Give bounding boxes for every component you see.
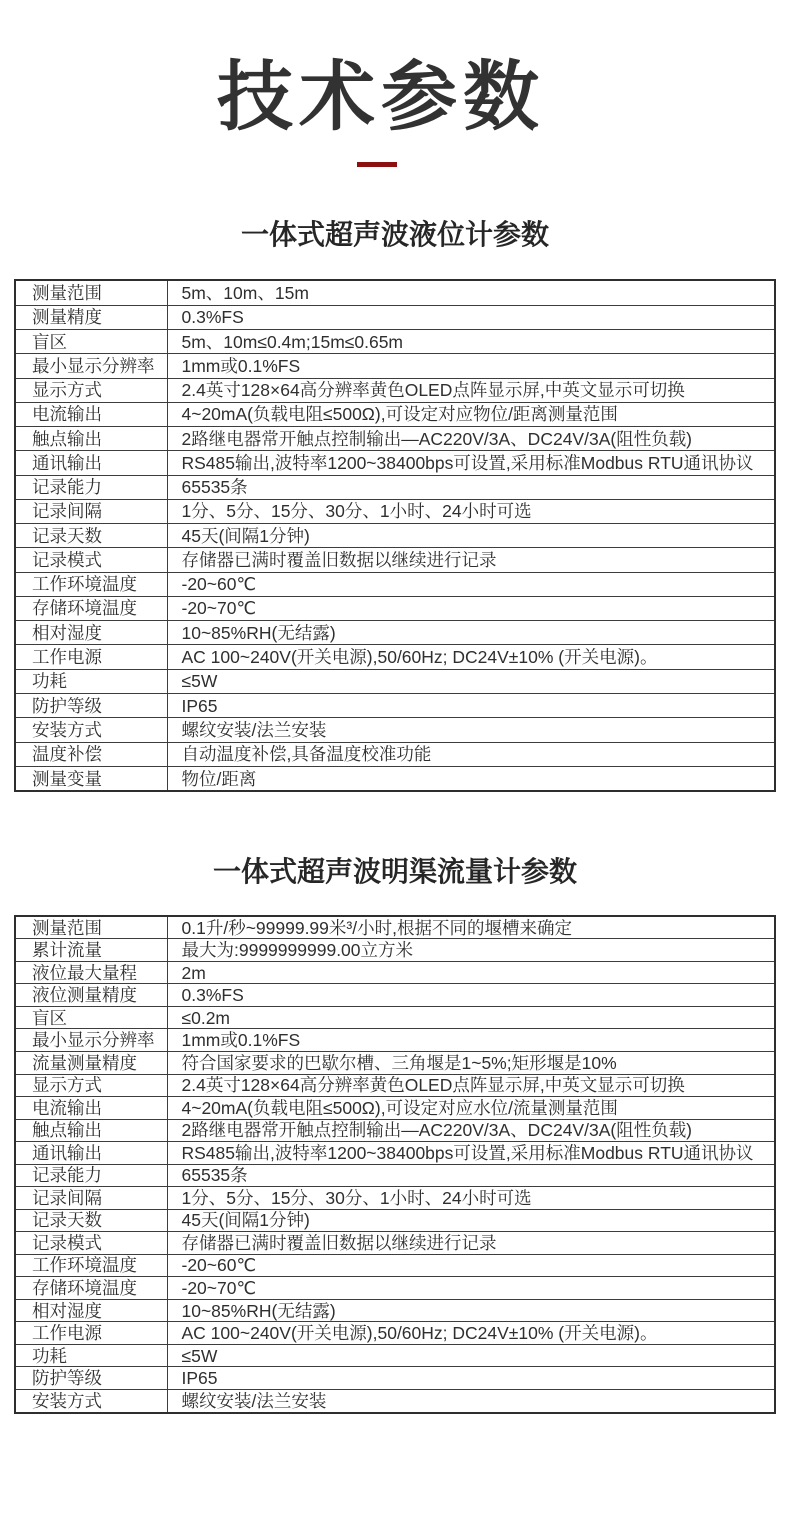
param-value: 10~85%RH(无结露) xyxy=(167,621,775,645)
table-row xyxy=(15,1142,775,1165)
table-row xyxy=(15,1322,775,1345)
table-row xyxy=(15,305,775,329)
param-label: 流量测量精度 xyxy=(15,1052,167,1075)
table-row xyxy=(15,1119,775,1142)
param-value: 65535条 xyxy=(167,1164,775,1187)
param-label: 记录模式 xyxy=(15,548,167,572)
param-label: 累计流量 xyxy=(15,939,167,962)
table-row xyxy=(15,1006,775,1029)
param-value: IP65 xyxy=(167,693,775,717)
table-row xyxy=(15,693,775,717)
param-label: 通讯输出 xyxy=(15,1142,167,1165)
table-row xyxy=(15,475,775,499)
param-label: 最小显示分辨率 xyxy=(15,354,167,378)
table-row xyxy=(15,645,775,669)
table-row xyxy=(15,1097,775,1120)
table-row xyxy=(15,378,775,402)
param-label: 显示方式 xyxy=(15,1074,167,1097)
param-label: 工作环境温度 xyxy=(15,572,167,596)
param-label: 测量精度 xyxy=(15,305,167,329)
title-accent-dash xyxy=(357,162,397,167)
section-flow-meter xyxy=(0,854,790,1413)
param-label: 电流输出 xyxy=(15,402,167,426)
table-row xyxy=(15,1187,775,1210)
param-value: IP65 xyxy=(167,1367,775,1390)
table-row xyxy=(15,402,775,426)
table-row xyxy=(15,330,775,354)
param-value: -20~60℃ xyxy=(167,1254,775,1277)
tech-specs-page xyxy=(0,55,790,1414)
table-row xyxy=(15,354,775,378)
table-row xyxy=(15,766,775,791)
table-row xyxy=(15,524,775,548)
param-value: 0.3%FS xyxy=(167,984,775,1007)
param-label: 最小显示分辨率 xyxy=(15,1029,167,1052)
table-row xyxy=(15,572,775,596)
param-value: -20~60℃ xyxy=(167,572,775,596)
param-value: 存储器已满时覆盖旧数据以继续进行记录 xyxy=(167,548,775,572)
param-label: 记录天数 xyxy=(15,524,167,548)
table-row xyxy=(15,1299,775,1322)
param-value: ≤0.2m xyxy=(167,1006,775,1029)
param-value: 物位/距离 xyxy=(167,766,775,791)
level-meter-spec-table xyxy=(14,279,776,792)
param-value: AC 100~240V(开关电源),50/60Hz; DC24V±10% (开关电源)。 xyxy=(167,1322,775,1345)
param-value: 螺纹安装/法兰安装 xyxy=(167,1389,775,1412)
param-label: 相对湿度 xyxy=(15,1299,167,1322)
table-row xyxy=(15,961,775,984)
param-value: 4~20mA(负载电阻≤500Ω),可设定对应水位/流量测量范围 xyxy=(167,1097,775,1120)
table-row xyxy=(15,1389,775,1412)
param-value: 1分、5分、15分、30分、1小时、24小时可选 xyxy=(167,499,775,523)
param-value: 2.4英寸128×64高分辨率黄色OLED点阵显示屏,中英文显示可切换 xyxy=(167,378,775,402)
table-row xyxy=(15,499,775,523)
param-label: 工作环境温度 xyxy=(15,1254,167,1277)
param-label: 电流输出 xyxy=(15,1097,167,1120)
param-value: 45天(间隔1分钟) xyxy=(167,1209,775,1232)
param-label: 盲区 xyxy=(15,1006,167,1029)
param-value: 1mm或0.1%FS xyxy=(167,354,775,378)
param-label: 存储环境温度 xyxy=(15,1277,167,1300)
param-label: 防护等级 xyxy=(15,693,167,717)
param-value: -20~70℃ xyxy=(167,596,775,620)
table-row xyxy=(15,939,775,962)
param-label: 记录间隔 xyxy=(15,1187,167,1210)
param-value: 螺纹安装/法兰安装 xyxy=(167,718,775,742)
table-row xyxy=(15,548,775,572)
param-label: 安装方式 xyxy=(15,1389,167,1412)
param-label: 相对湿度 xyxy=(15,621,167,645)
flow-meter-spec-table xyxy=(14,915,776,1414)
table-row xyxy=(15,596,775,620)
param-value: 1分、5分、15分、30分、1小时、24小时可选 xyxy=(167,1187,775,1210)
param-value: 自动温度补偿,具备温度校准功能 xyxy=(167,742,775,766)
param-value: 10~85%RH(无结露) xyxy=(167,1299,775,1322)
param-label: 防护等级 xyxy=(15,1367,167,1390)
param-label: 工作电源 xyxy=(15,645,167,669)
flow-meter-section-heading: 一体式超声波明渠流量计参数 xyxy=(212,856,577,888)
table-row xyxy=(15,669,775,693)
param-value: -20~70℃ xyxy=(167,1277,775,1300)
param-label: 安装方式 xyxy=(15,718,167,742)
param-label: 记录能力 xyxy=(15,475,167,499)
param-label: 记录天数 xyxy=(15,1209,167,1232)
param-label: 测量范围 xyxy=(15,280,167,305)
table-row xyxy=(15,1074,775,1097)
table-row xyxy=(15,1164,775,1187)
param-label: 测量变量 xyxy=(15,766,167,791)
param-value: 2m xyxy=(167,961,775,984)
param-label: 显示方式 xyxy=(15,378,167,402)
param-label: 温度补偿 xyxy=(15,742,167,766)
table-row xyxy=(15,984,775,1007)
table-row xyxy=(15,1052,775,1075)
param-value: 2.4英寸128×64高分辨率黄色OLED点阵显示屏,中英文显示可切换 xyxy=(167,1074,775,1097)
param-value: ≤5W xyxy=(167,669,775,693)
table-row xyxy=(15,280,775,305)
section-level-meter xyxy=(0,217,790,792)
param-label: 工作电源 xyxy=(15,1322,167,1345)
table-row xyxy=(15,1367,775,1390)
param-label: 盲区 xyxy=(15,330,167,354)
param-value: 存储器已满时覆盖旧数据以继续进行记录 xyxy=(167,1232,775,1255)
param-value: 符合国家要求的巴歇尔槽、三角堰是1~5%;矩形堰是10% xyxy=(167,1052,775,1075)
table-row xyxy=(15,621,775,645)
param-label: 液位最大量程 xyxy=(15,961,167,984)
param-label: 触点输出 xyxy=(15,1119,167,1142)
param-value: 2路继电器常开触点控制输出—AC220V/3A、DC24V/3A(阻性负载) xyxy=(167,427,775,451)
param-value: AC 100~240V(开关电源),50/60Hz; DC24V±10% (开关电源)。 xyxy=(167,645,775,669)
param-value: 5m、10m≤0.4m;15m≤0.65m xyxy=(167,330,775,354)
param-value: RS485输出,波特率1200~38400bps可设置,采用标准Modbus RTU通讯协议 xyxy=(167,451,775,475)
param-label: 记录能力 xyxy=(15,1164,167,1187)
table-row xyxy=(15,1344,775,1367)
param-label: 存储环境温度 xyxy=(15,596,167,620)
param-label: 液位测量精度 xyxy=(15,984,167,1007)
param-value: RS485输出,波特率1200~38400bps可设置,采用标准Modbus RTU通讯协议 xyxy=(167,1142,775,1165)
table-row xyxy=(15,916,775,939)
param-label: 记录间隔 xyxy=(15,499,167,523)
param-value: 45天(间隔1分钟) xyxy=(167,524,775,548)
param-value: 2路继电器常开触点控制输出—AC220V/3A、DC24V/3A(阻性负载) xyxy=(167,1119,775,1142)
param-label: 测量范围 xyxy=(15,916,167,939)
level-meter-section-heading: 一体式超声波液位计参数 xyxy=(240,219,549,250)
param-value: 65535条 xyxy=(167,475,775,499)
table-row xyxy=(15,1232,775,1255)
table-row xyxy=(15,451,775,475)
param-label: 记录模式 xyxy=(15,1232,167,1255)
table-row xyxy=(15,1029,775,1052)
param-label: 功耗 xyxy=(15,1344,167,1367)
param-value: 0.3%FS xyxy=(167,305,775,329)
table-row xyxy=(15,1209,775,1232)
param-label: 通讯输出 xyxy=(15,451,167,475)
table-row xyxy=(15,742,775,766)
param-value: 4~20mA(负载电阻≤500Ω),可设定对应物位/距离测量范围 xyxy=(167,402,775,426)
page-title: 技术参数 xyxy=(217,55,545,140)
param-label: 触点输出 xyxy=(15,427,167,451)
param-label: 功耗 xyxy=(15,669,167,693)
param-value: 1mm或0.1%FS xyxy=(167,1029,775,1052)
param-value: 5m、10m、15m xyxy=(167,280,775,305)
table-row xyxy=(15,1254,775,1277)
table-row xyxy=(15,1277,775,1300)
param-value: 最大为:9999999999.00立方米 xyxy=(167,939,775,962)
param-value: 0.1升/秒~99999.99米³/小时,根据不同的堰槽来确定 xyxy=(167,916,775,939)
param-value: ≤5W xyxy=(167,1344,775,1367)
table-row xyxy=(15,718,775,742)
table-row xyxy=(15,427,775,451)
